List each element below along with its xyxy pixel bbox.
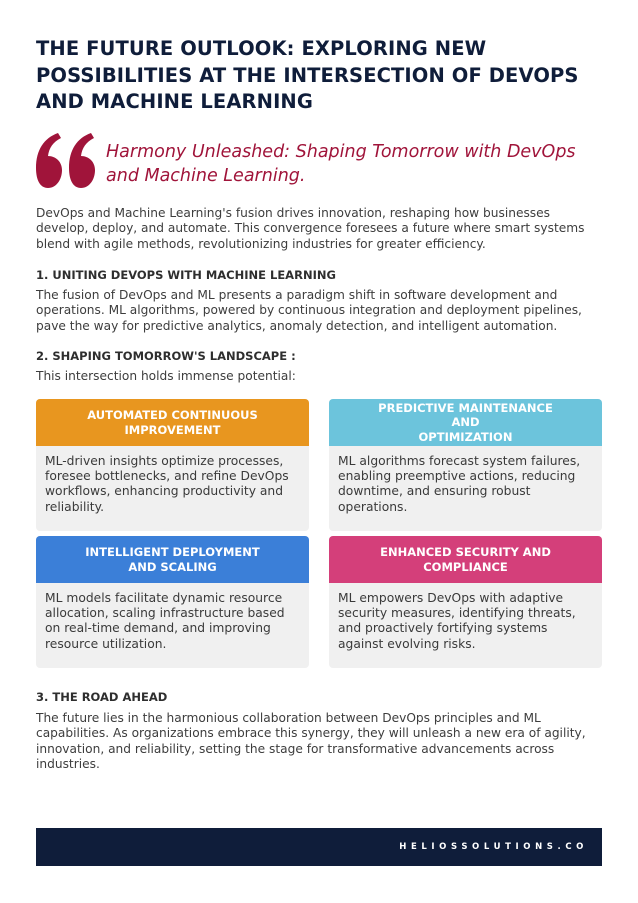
pull-quote: Harmony Unleashed: Shaping Tomorrow with DevOps and Machine Learning. [106, 142, 576, 186]
card-predictive-maintenance [329, 399, 602, 531]
footer-website-link[interactable]: HELIOSSOLUTIONS.CO [399, 842, 588, 852]
card-automated-improvement [36, 399, 309, 531]
card-title: AUTOMATED CONTINUOUS IMPROVEMENT [36, 399, 309, 446]
card-text: ML empowers DevOps with adaptive security measures, identifying threats, and proactively fortifying systems against evolving risks. [338, 591, 576, 651]
card-title: ENHANCED SECURITY AND COMPLIANCE [329, 536, 602, 583]
footer-bar [36, 828, 602, 866]
card-text: ML models facilitate dynamic resource allocation, scaling infrastructure based on real-time demand, and improving resource utilization. [45, 591, 285, 651]
section-text-uniting: The fusion of DevOps and ML presents a paradigm shift in software development and operations. ML algorithms, powered by continuous integration and deployment pipelines, pave the way for predictive analytics, anomaly detection, and intelligent automation. [36, 288, 582, 333]
card-intelligent-deployment [36, 536, 309, 668]
section-heading-landscape: 2. SHAPING TOMORROW'S LANDSCAPE : [36, 349, 296, 363]
page-title: THE FUTURE OUTLOOK: EXPLORING NEW POSSIBILITIES AT THE INTERSECTION OF DEVOPS AND MACHINE LEARNING [36, 37, 579, 113]
quote-mark-icon [34, 132, 98, 192]
card-title: PREDICTIVE MAINTENANCE AND OPTIMIZATION [329, 399, 602, 446]
section-heading-road-ahead: 3. THE ROAD AHEAD [36, 690, 168, 704]
intro-paragraph: DevOps and Machine Learning's fusion drives innovation, reshaping how businesses develop, deploy, and automate. This convergence foresees a future where smart systems blend with agile methods, revolutionizing industries for greater efficiency. [36, 206, 585, 251]
card-text: ML-driven insights optimize processes, foresee bottlenecks, and refine DevOps workflows, enhancing productivity and reliability. [45, 454, 289, 514]
card-enhanced-security [329, 536, 602, 668]
section-heading-uniting: 1. UNITING DEVOPS WITH MACHINE LEARNING [36, 268, 336, 282]
section-text-landscape: This intersection holds immense potential: [36, 369, 296, 383]
section-text-road-ahead: The future lies in the harmonious collaboration between DevOps principles and ML capabilities. As organizations embrace this synergy, they will unleash a new era of agility, innovation, and reliability, setting the stage for transformative advancements across industries. [36, 711, 586, 772]
card-text: ML algorithms forecast system failures, enabling preemptive actions, reducing downtime, and ensuring robust operations. [338, 454, 581, 514]
card-title: INTELLIGENT DEPLOYMENT AND SCALING [36, 536, 309, 583]
